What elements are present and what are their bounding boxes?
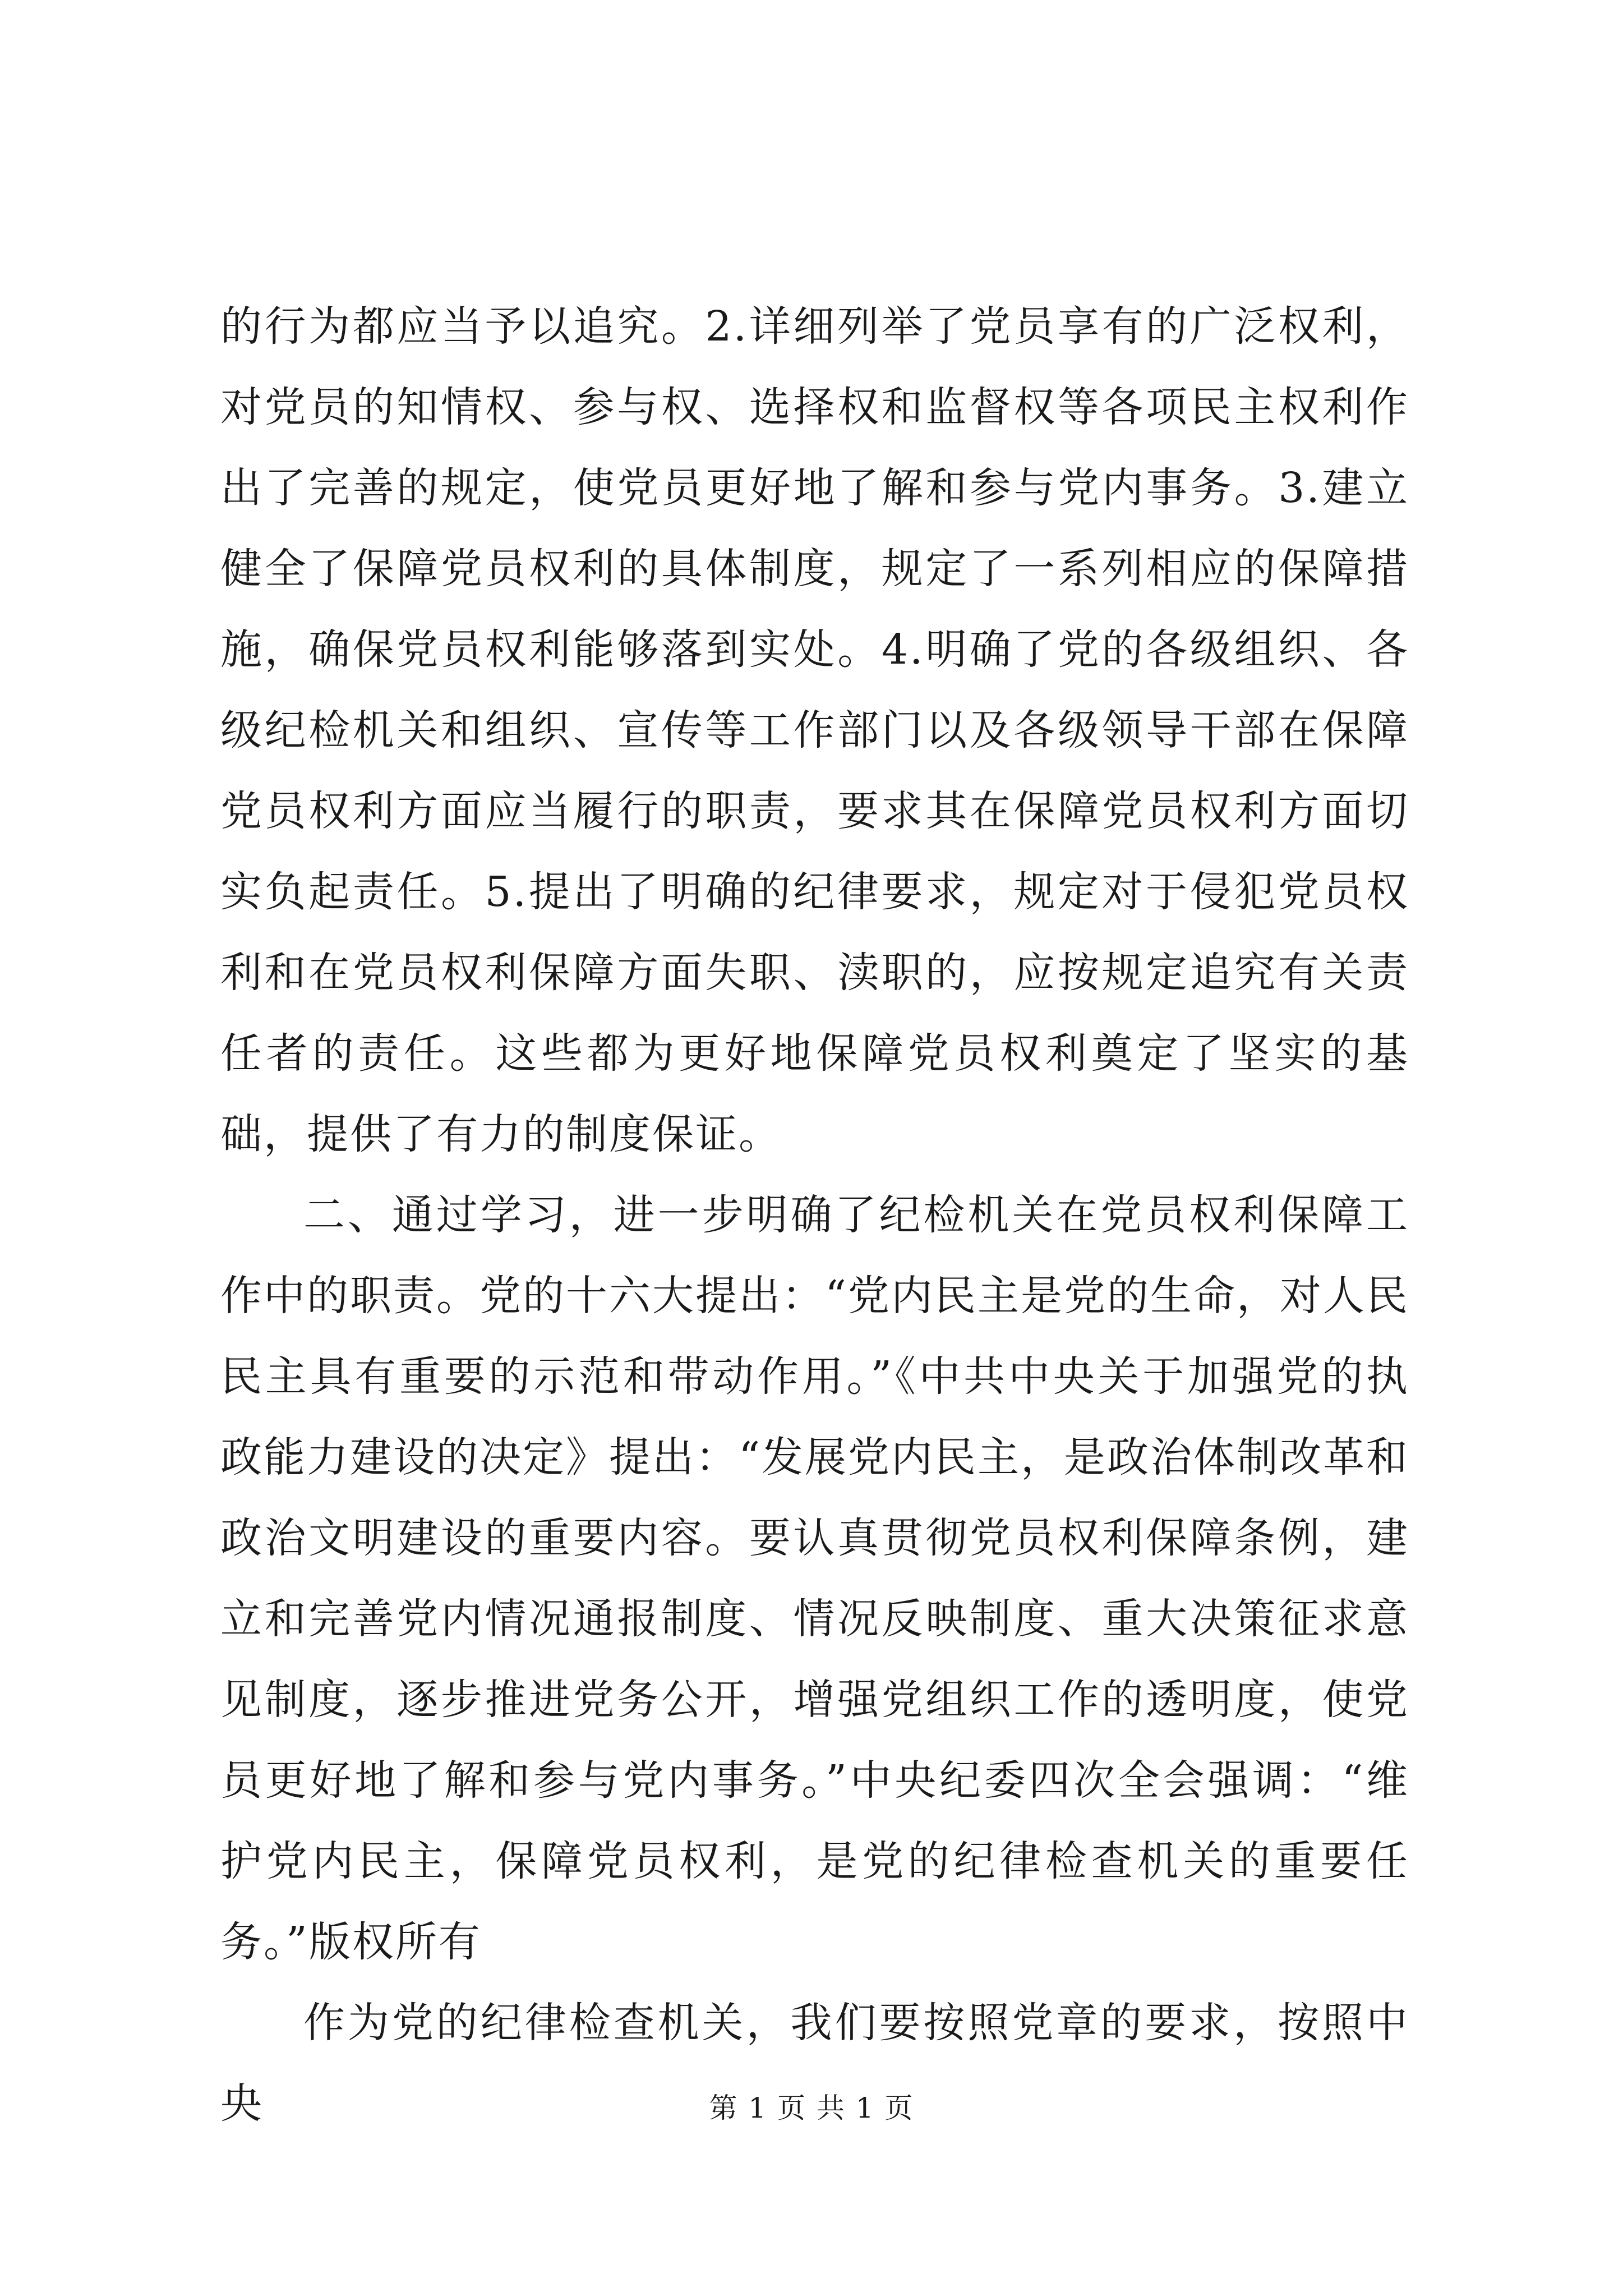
paragraph-discipline-organ: 作为党的纪律检查机关，我们要按照党章的要求，按照中央 (220, 1999, 1409, 2128)
document-body (220, 286, 1409, 2144)
paragraph-section-two: 二、通过学习，进一步明确了纪检机关在党员权利保障工作中的职责。党的十六大提出：“党内民主是党的生命，对人民民主具有重要的示范和带动作用。”《中共中央关于加强党的执政能力建设的决定》提出：“发展党内民主，是政治体制改革和政治文明建设的重要内容。要认真贯彻党员权利保障条例，建立和完善党内情况通报制度、情况反映制度、重大决策征求意见制度，逐步推进党务公开，增强党组织工作的透明度，使党员更好地了解和参与党内事务。”中央纪委四次全会强调：“维护党内民主，保障党员权利，是党的纪律检查机关的重要任务。”版权所有 (220, 1191, 1409, 1966)
paragraph-rights-list: 的行为都应当予以追究。2.详细列举了党员享有的广泛权利，对党员的知情权、参与权、选择权和监督权等各项民主权利作出了完善的规定，使党员更好地了解和参与党内事务。3.建立健全了保障党员权利的具体制度，规定了一系列相应的保障措施，确保党员权利能够落到实处。4.明确了党的各级组织、各级纪检机关和组织、宣传等工作部门以及各级领导干部在保障党员权利方面应当履行的职责，要求其在保障党员权利方面切实负起责任。5.提出了明确的纪律要求，规定对于侵犯党员权利和在党员权利保障方面失职、渎职的，应按规定追究有关责任者的责任。这些都为更好地保障党员权利奠定了坚实的基础，提供了有力的制度保证。 (220, 302, 1409, 1158)
page-number-footer: 第 1 页 共 1 页 (709, 2092, 914, 2124)
